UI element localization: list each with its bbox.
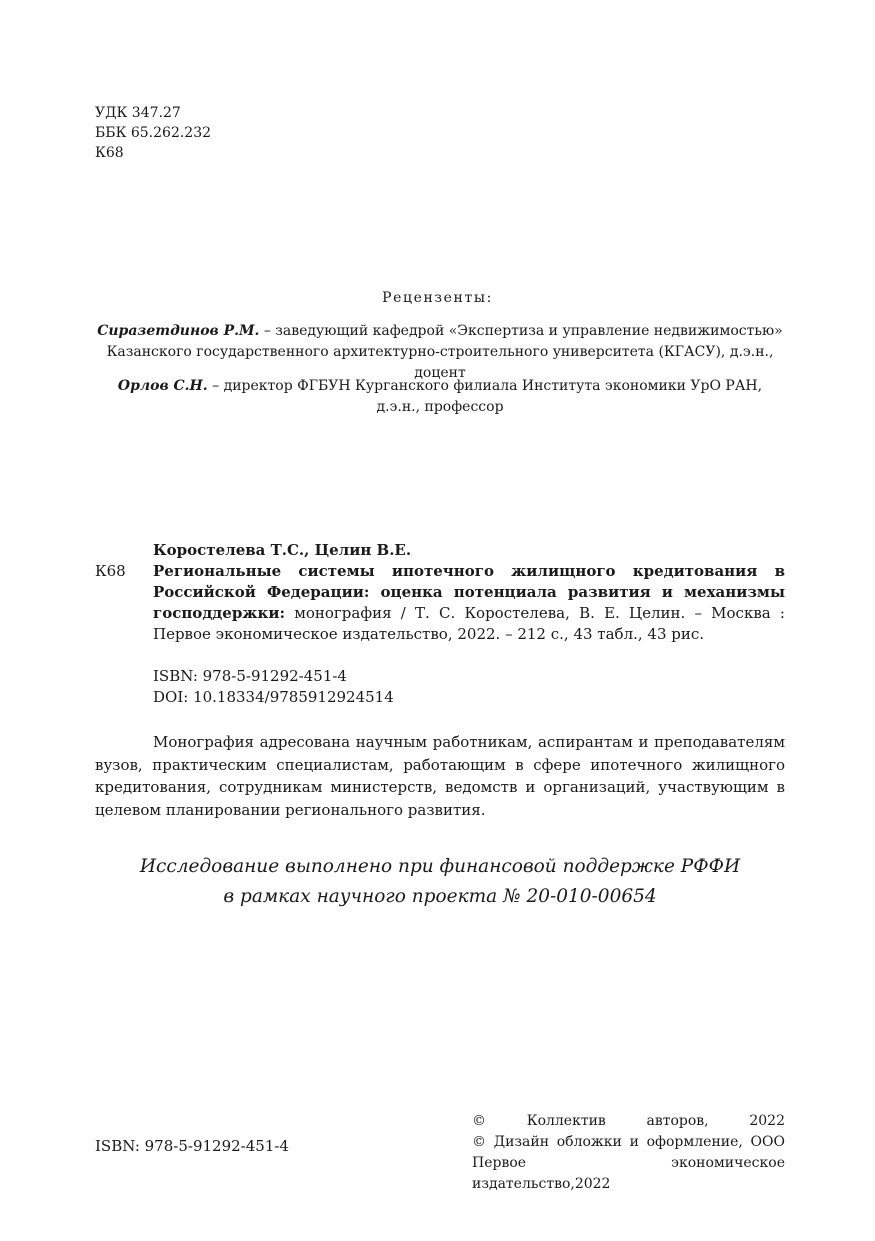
reviewer-1-description: – заведующий кафедрой «Экспертиза и управление недвижимостью» Казанского государственного архитектурно-строительного университета (КГАСУ), д.э.н., доцент <box>106 323 783 381</box>
copyright-line-2: © Дизайн обложки и оформление, ООО <box>472 1134 785 1150</box>
copyright-line-1: © Коллектив авторов, 2022 <box>472 1113 785 1129</box>
biblio-authors: Коростелева Т.С., Целин В.Е. <box>153 541 412 559</box>
abstract-paragraph: Монография адресована научным работникам, аспирантам и преподавателям вузов, практическим специалистам, работающим в сфере ипотечного жилищного кредитования, сотрудникам министерств, ведомств и организаций, участвующим в целевом планировании регионального развития. <box>95 733 785 819</box>
copyright-block <box>472 1111 785 1195</box>
biblio-author-mark: К68 <box>95 562 126 580</box>
funding-line-1: Исследование выполнено при финансовой поддержке РФФИ <box>139 856 741 877</box>
reviewer-2 <box>95 376 785 418</box>
isbn-line: ISBN: 978-5-91292-451-4 <box>153 667 347 685</box>
classification-codes <box>95 103 211 163</box>
bbk-code: ББК 65.262.232 <box>95 125 212 141</box>
funding-line-2: в рамках научного проекта № 20-010-00654 <box>223 886 657 907</box>
reviewer-1 <box>95 321 785 384</box>
biblio-title: Региональные системы ипотечного жилищного кредитования в Российской Федерации: оценка потенциала развития и механизмы господдержки: <box>153 562 785 622</box>
identifiers <box>153 666 394 708</box>
reviewer-1-name: Сиразетдинов Р.М. <box>97 323 260 339</box>
bibliographic-record <box>153 540 785 645</box>
copyright-line-3: Первое экономическое издательство,2022 <box>472 1155 785 1192</box>
reviewers-heading: Рецензенты: <box>382 290 493 306</box>
reviewer-2-description: – директор ФГБУН Курганского филиала Института экономики УрО РАН, д.э.н., профессор <box>207 378 763 415</box>
reviewer-2-name: Орлов С.Н. <box>117 378 208 394</box>
funding-note <box>95 852 785 912</box>
footer-isbn: ISBN: 978-5-91292-451-4 <box>95 1137 289 1155</box>
doi-line: DOI: 10.18334/9785912924514 <box>153 688 394 706</box>
udk-code: УДК 347.27 <box>95 105 181 121</box>
author-mark-code: К68 <box>95 145 124 161</box>
biblio-details: монография / Т. С. Коростелева, В. Е. Целин. – Москва : Первое экономическое издательство, 2022. – 212 с., 43 табл., 43 рис. <box>153 604 785 643</box>
biblio-description <box>153 561 785 645</box>
